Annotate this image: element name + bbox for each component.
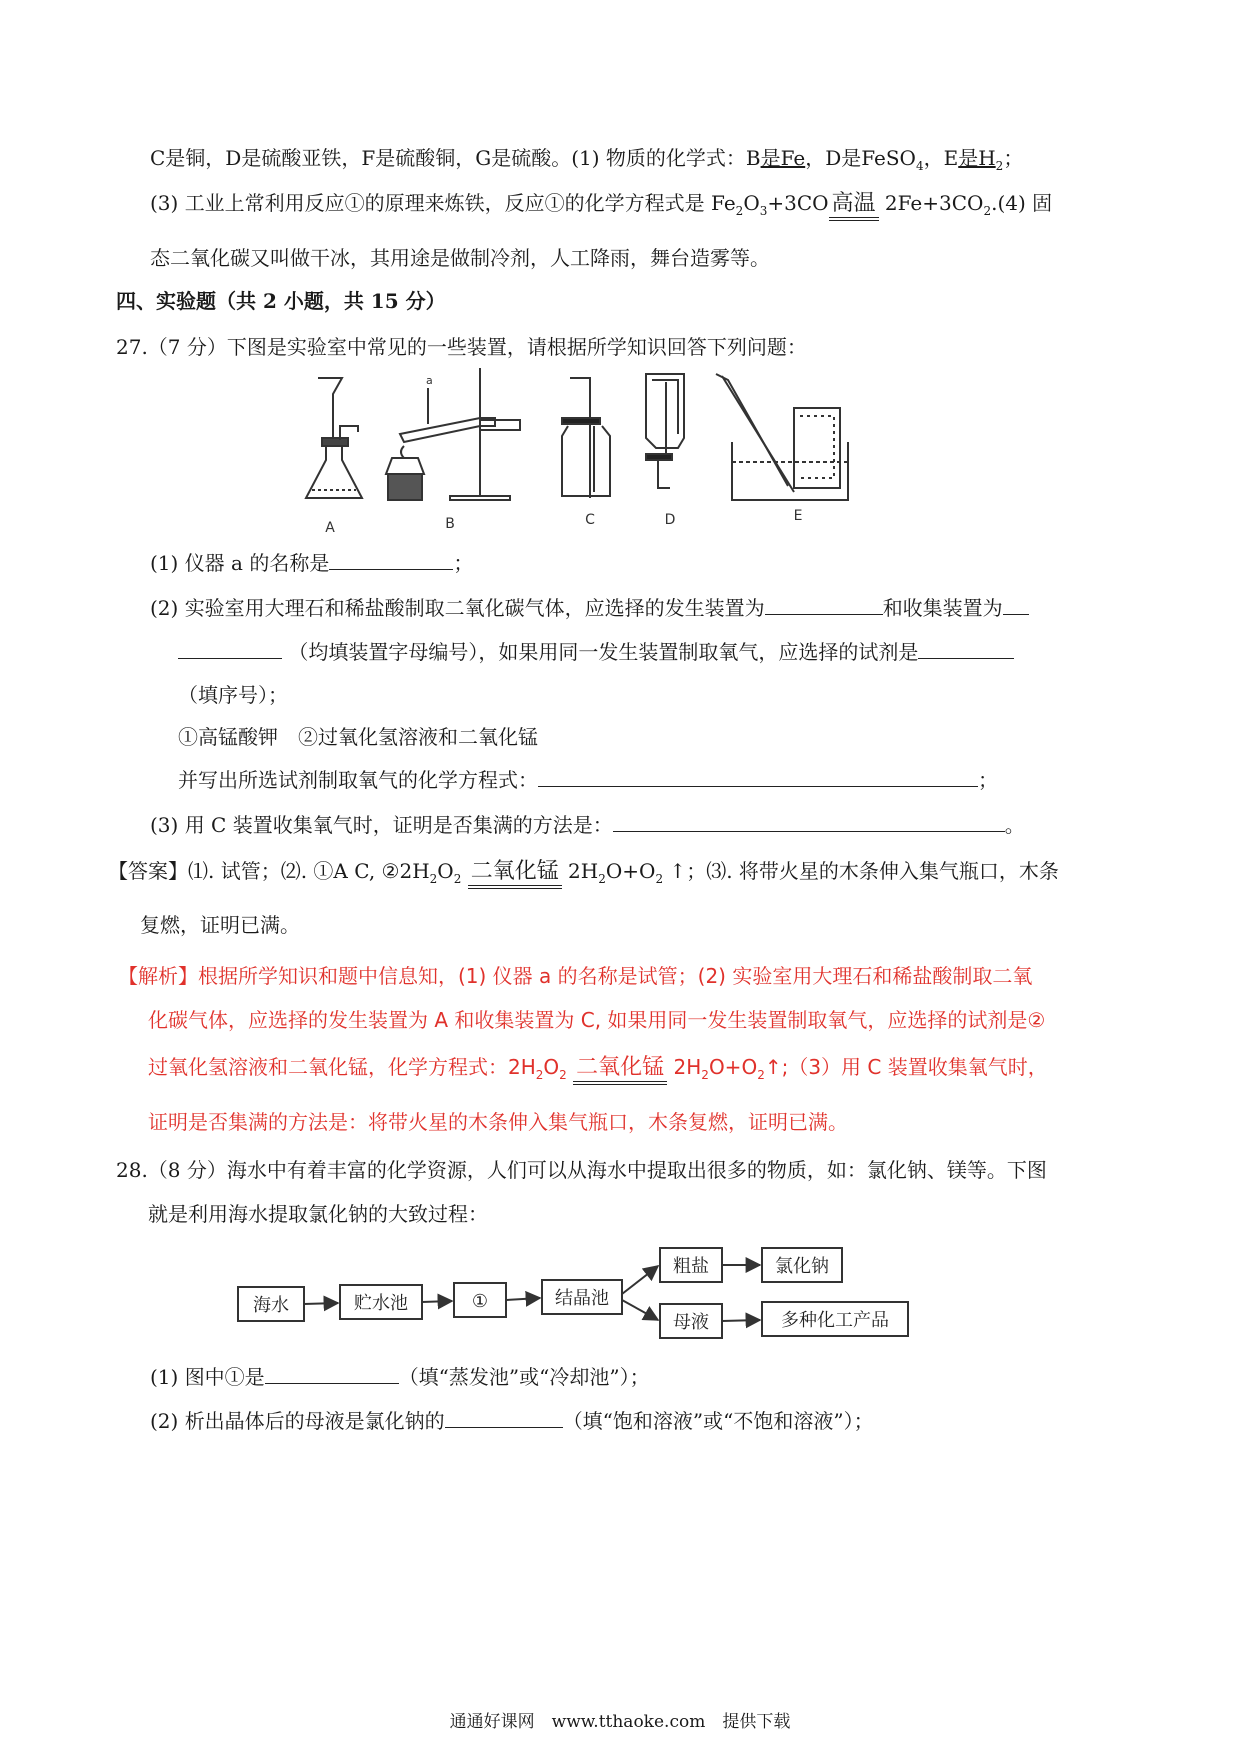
flow-diagram — [230, 1242, 990, 1352]
flow-step1: ① — [471, 1291, 489, 1312]
figure-label-e: E — [793, 508, 803, 524]
q27-part2-equation: 并写出所选试剂制取氧气的化学方程式： ； — [178, 768, 998, 792]
q27-analysis-line2: 化碳气体，应选择的发生装置为 A 和收集装置为 C, 如果用同一发生装置制取氧气，应选择的试剂是② — [148, 1008, 1046, 1032]
answer-blank-3b[interactable] — [178, 638, 282, 659]
answer-blank-3a[interactable] — [1003, 594, 1029, 615]
flow-nacl: 氯化钠 — [775, 1256, 829, 1277]
prev-answer-line1: C是铜，D是硫酸亚铁，F是硫酸铜，G是硫酸。(1) 物质的化学式：B是Fe，D是FeSO$_4$，E是$H_2$； — [150, 146, 1024, 173]
q27-part2-line3: （填序号）； — [178, 683, 288, 707]
answer-blank-5[interactable] — [538, 766, 978, 787]
figure-label-c: C — [585, 512, 595, 528]
flow-seawater: 海水 — [253, 1295, 289, 1316]
prev-answer-line2: (3) 工业上常利用反应①的原理来炼铁，反应①的化学方程式是 $Fe_2O_3+3CO$ 高温 $2Fe+3CO_2.(4)$ 固 — [150, 188, 1052, 226]
q27-part1: (1) 仪器 a 的名称是 ； — [150, 551, 474, 575]
q27-analysis-line4: 证明是否集满的方法是：将带火星的木条伸入集气瓶口，木条复燃，证明已满。 — [148, 1110, 848, 1134]
answer-blank-4[interactable] — [918, 638, 1014, 659]
apparatus-b — [386, 368, 520, 500]
q27-part2-line2: （均填装置字母编号），如果用同一发生装置制取氧气，应选择的试剂是 — [150, 637, 1014, 667]
answer-blank-6[interactable] — [613, 811, 1005, 832]
answer-blank-1[interactable] — [329, 549, 453, 570]
page-footer: 通通好课网 www.tthaoke.com 提供下载 — [449, 1712, 791, 1732]
flow-crude: 粗盐 — [673, 1256, 709, 1277]
q27-options: ①高锰酸钾 ②过氧化氢溶液和二氧化锰 — [178, 725, 538, 749]
apparatus-c — [562, 378, 610, 498]
apparatus-d — [646, 374, 684, 488]
apparatus-figure — [300, 368, 880, 558]
reaction-condition: 高温 — [829, 191, 879, 221]
q28-stem-line1: 28.（8 分）海水中有着丰富的化学资源，人们可以从海水中提取出很多的物质，如：氯化钠、镁等。下图 — [116, 1158, 1047, 1182]
q27-part2-line1: (2) 实验室用大理石和稀盐酸制取二氧化碳气体，应选择的发生装置为 和收集装置为 — [150, 593, 1029, 623]
q28-stem-line2: 就是利用海水提取氯化钠的大致过程： — [148, 1202, 488, 1226]
figure-label-d: D — [664, 512, 676, 528]
flow-crystal: 结晶池 — [555, 1288, 609, 1309]
q27-stem: 27.（7 分）下图是实验室中常见的一些装置，请根据所学知识回答下列问题： — [116, 335, 807, 359]
section-title: 四、实验题（共 2 小题，共 15 分） — [116, 289, 446, 313]
flow-mother: 母液 — [673, 1312, 709, 1333]
answer-blank-7[interactable] — [265, 1363, 399, 1384]
prev-answer-line3: 态二氧化碳又叫做干冰，其用途是做制冷剂，人工降雨，舞台造雾等。 — [150, 246, 770, 270]
q27-analysis-line3: 过氧化氢溶液和二氧化锰，化学方程式：$2H_2O_2$ 二氧化锰 $2H_2O+O_2↑;(3)$用 C 装置收集氧气时， — [148, 1052, 1048, 1090]
q27-answer-line1: 【答案】⑴. 试管；⑵. ①A C, $②2H_2O_2$ 二氧化锰 $2H_2O+O_2$ ↑；⑶. 将带火星的木条伸入集气瓶口，木条 — [108, 856, 1059, 894]
figure-label-b: B — [445, 516, 455, 532]
q27-part3: (3) 用 C 装置收集氧气时，证明是否集满的方法是： 。 — [150, 813, 1025, 837]
catalyst-condition: 二氧化锰 — [468, 859, 562, 889]
apparatus-a — [306, 378, 362, 498]
q28-part2: (2) 析出晶体后的母液是氯化钠的 （填“饱和溶液”或“不饱和溶液”）； — [150, 1409, 874, 1433]
flow-products: 多种化工产品 — [781, 1310, 889, 1331]
q27-analysis-line1: 【解析】根据所学知识和题中信息知，(1) 仪器 a 的名称是试管；(2) 实验室用大理石和稀盐酸制取二氧 — [118, 964, 1033, 988]
analysis-catalyst-condition: 二氧化锰 — [573, 1055, 667, 1085]
figure-label-a: A — [325, 520, 335, 536]
figure-label-a-instrument: a — [426, 374, 433, 387]
answer-blank-8[interactable] — [445, 1407, 563, 1428]
flow-pond: 贮水池 — [354, 1293, 408, 1314]
answer-blank-2[interactable] — [765, 594, 883, 615]
q28-part1: (1) 图中①是 （填“蒸发池”或“冷却池”）； — [150, 1365, 650, 1389]
q27-answer-line2: 复燃，证明已满。 — [140, 913, 300, 937]
apparatus-e — [716, 374, 848, 500]
